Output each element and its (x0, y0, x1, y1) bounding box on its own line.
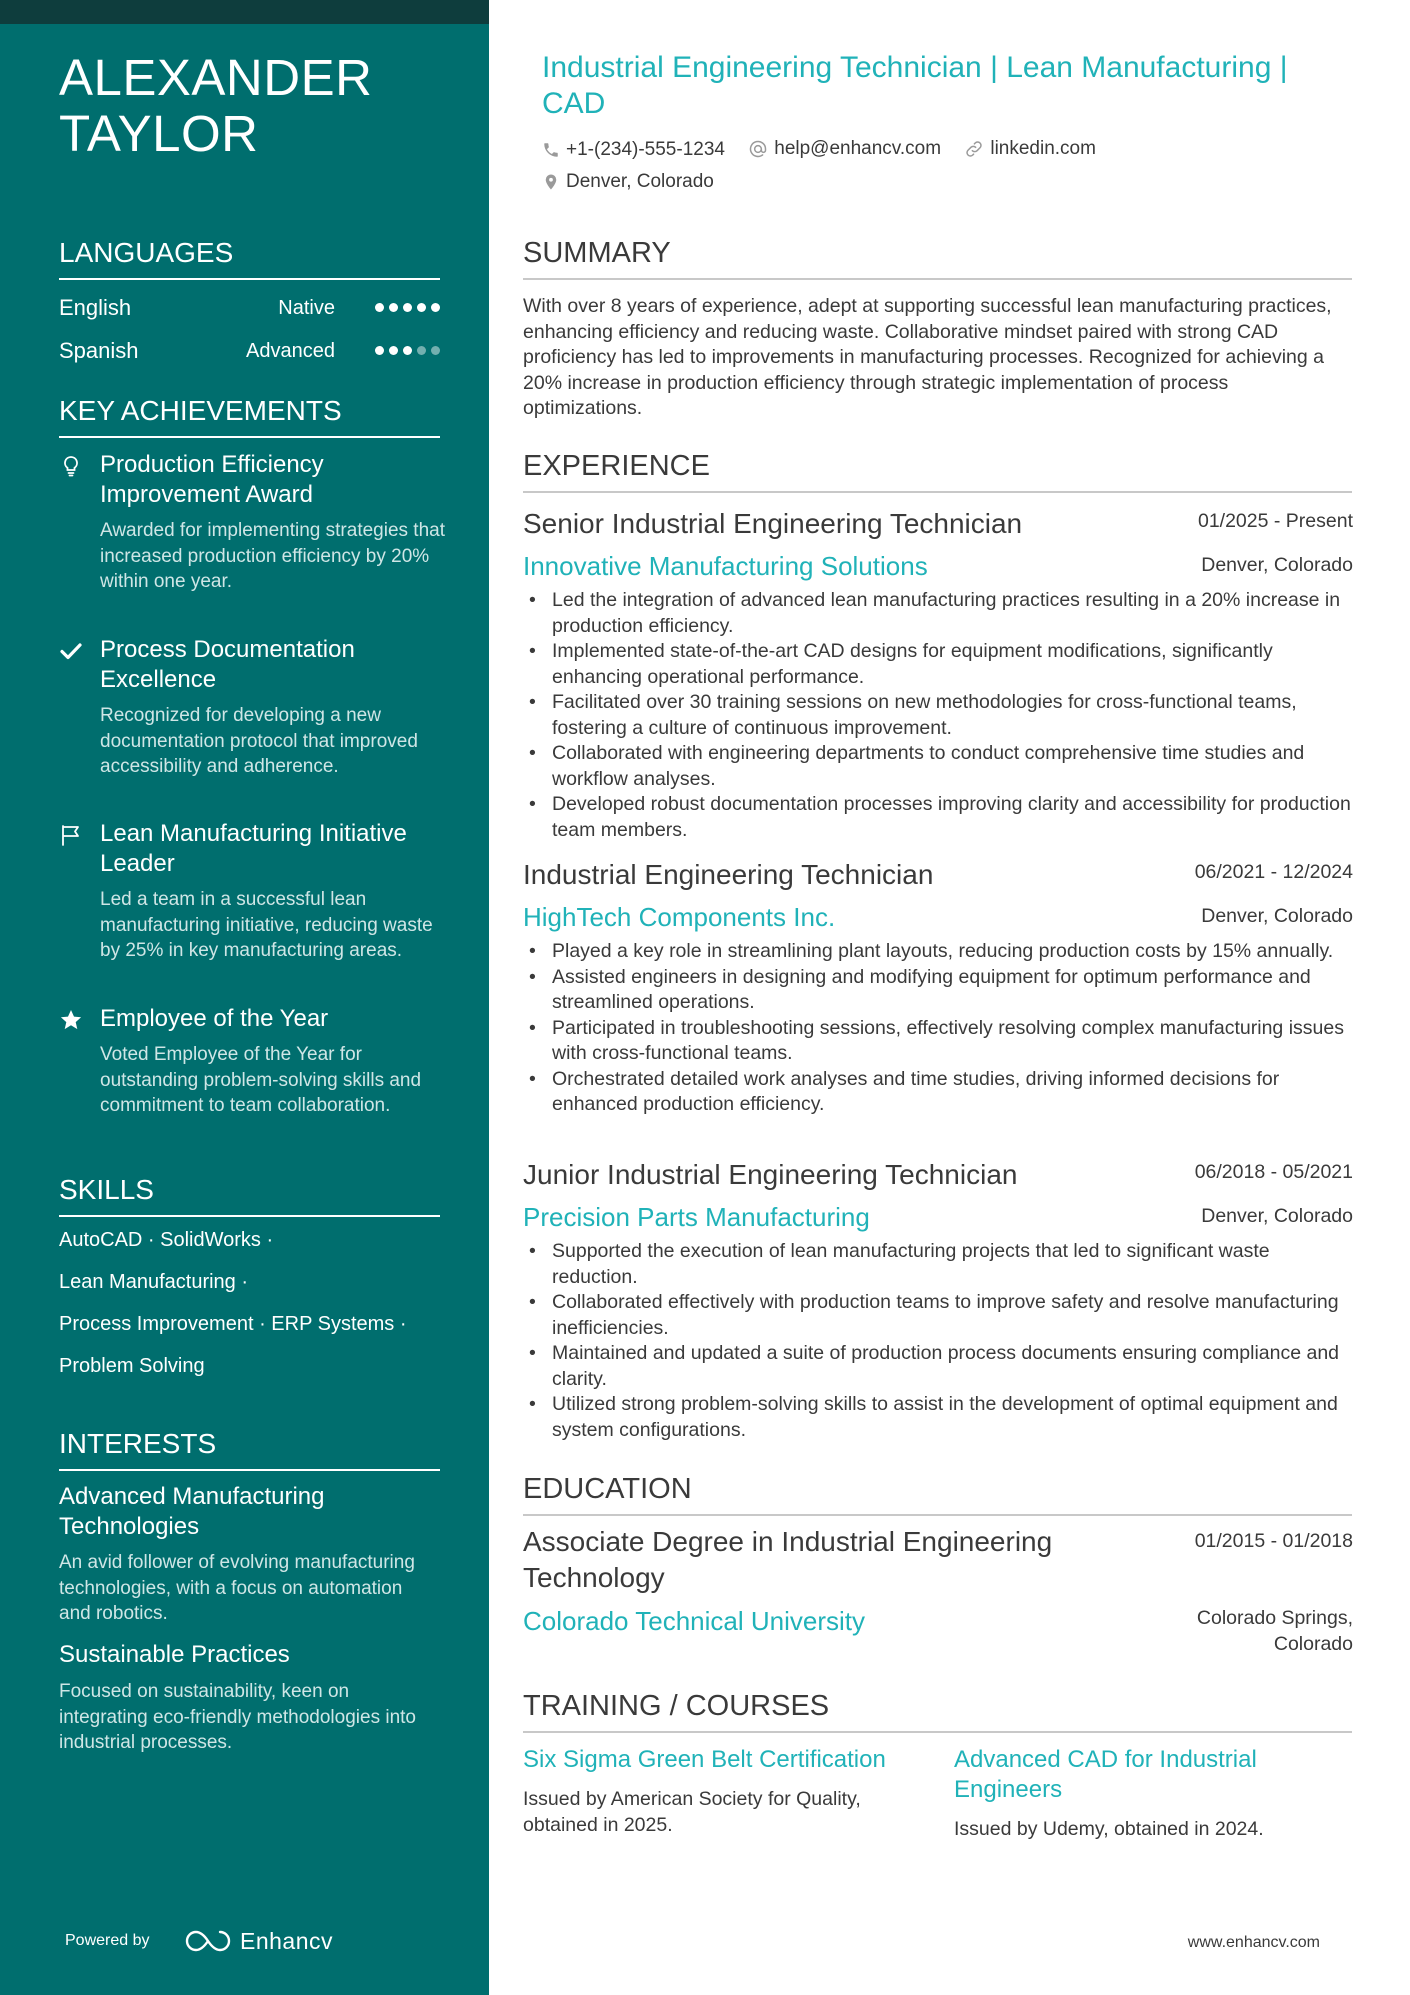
bullet-item: • Collaborated effectively with production teams to improve safety and resolve manufacturing inefficiencies. (523, 1290, 1352, 1341)
sidebar-top-bar (0, 0, 489, 24)
link-text: linkedin.com (990, 138, 1096, 159)
language-name: English (59, 295, 132, 320)
job-location: Denver, Colorado (1201, 905, 1353, 927)
language-row (59, 293, 440, 323)
achievement-title: Employee of the Year (100, 1005, 329, 1032)
bullet-item: • Utilized strong problem-solving skills to assist in the development of optimal equipment and system configurations. (523, 1392, 1352, 1443)
bullet-item: • Implemented state-of-the-art CAD designs for equipment modifications, significantly enhancing operational performance. (523, 639, 1352, 690)
rating-dot-empty (431, 346, 440, 355)
skills-list (59, 1225, 449, 1393)
email-text: help@enhancv.com (774, 138, 942, 159)
education-location: Colorado Springs, Colorado (1196, 1607, 1353, 1655)
achievement-title: Lean Manufacturing Initiative Leader (100, 820, 407, 877)
location-text: Denver, Colorado (566, 171, 714, 192)
footer-url[interactable]: www.enhancv.com (1187, 1934, 1320, 1951)
bullet-item: • Participated in troubleshooting sessions, effectively resolving complex manufacturing issues with cross-functional teams. (523, 1016, 1352, 1067)
interest-desc: Focused on sustainability, keen on integrating eco-friendly methodologies into industrial processes. (59, 1681, 416, 1753)
experience-heading: EXPERIENCE (523, 449, 1352, 493)
language-rating (375, 346, 440, 355)
job-location: Denver, Colorado (1201, 554, 1353, 576)
main-column (523, 0, 1353, 1995)
job-dates: 01/2025 - Present (1197, 510, 1353, 532)
rating-dot-filled (403, 303, 412, 312)
language-row (59, 336, 440, 366)
phone-text: +1-(234)-555-1234 (566, 139, 725, 160)
candidate-name: ALEXANDER TAYLOR (59, 49, 373, 162)
phone-icon (542, 141, 560, 159)
bullet-item: • Developed robust documentation processes improving clarity and accessibility for production team members. (523, 792, 1352, 843)
skill-line: Problem Solving (59, 1355, 205, 1377)
checkmark-icon (59, 639, 83, 663)
enhancv-logo-icon (184, 1928, 232, 1954)
job-dates: 06/2018 - 05/2021 (1194, 1161, 1353, 1183)
course-desc: Issued by American Society for Quality, obtained in 2025. (523, 1788, 861, 1836)
enhancv-logo[interactable] (184, 1926, 333, 1956)
language-rating (375, 303, 440, 312)
interest-title: Advanced Manufacturing Technologies (59, 1483, 325, 1540)
job-bullets (523, 939, 1352, 1118)
job-location: Denver, Colorado (1201, 1205, 1353, 1227)
flag-icon (59, 823, 83, 847)
achievement-desc: Awarded for implementing strategies that increased production efficiency by 20% within one year. (100, 520, 445, 592)
lightbulb-icon (59, 454, 83, 478)
job-company[interactable]: Innovative Manufacturing Solutions (523, 551, 928, 581)
rating-dot-filled (431, 303, 440, 312)
achievement-title: Process Documentation Excellence (100, 636, 355, 693)
summary-text: With over 8 years of experience, adept at supporting successful lean manufacturing practices, enhancing efficiency and reducing waste. Collaborative mindset paired with strong CAD proficiency has led to improvements in manufacturing processes. Recognized for achieving a 20% increase in production efficiency through strategic implementation of process optimizations. (523, 295, 1332, 419)
contact-link[interactable] (964, 136, 1096, 162)
education-degree: Associate Degree in Industrial Engineering Technology (523, 1526, 1053, 1593)
job-company[interactable]: HighTech Components Inc. (523, 902, 836, 932)
training-heading: TRAINING / COURSES (523, 1689, 1352, 1733)
bullet-item: • Led the integration of advanced lean manufacturing practices resulting in a 20% increase in production efficiency. (523, 588, 1352, 639)
sidebar (0, 0, 489, 1995)
course-title[interactable]: Six Sigma Green Belt Certification (523, 1746, 886, 1773)
job-title: Junior Industrial Engineering Technician (523, 1159, 1018, 1190)
contact-phone[interactable] (542, 137, 725, 163)
skill-line: AutoCAD · SolidWorks · (59, 1229, 274, 1251)
skill-line: Lean Manufacturing · (59, 1271, 249, 1293)
course-desc: Issued by Udemy, obtained in 2024. (954, 1818, 1264, 1840)
achievement-desc: Led a team in a successful lean manufacturing initiative, reducing waste by 25% in key manufacturing areas. (100, 889, 433, 961)
at-icon (748, 139, 768, 159)
language-level: Native (278, 297, 335, 319)
language-name: Spanish (59, 338, 139, 363)
skills-heading: SKILLS (59, 1173, 440, 1217)
rating-dot-filled (375, 303, 384, 312)
languages-heading: LANGUAGES (59, 236, 440, 280)
rating-dot-empty (417, 346, 426, 355)
link-icon (964, 139, 984, 159)
bullet-item: • Played a key role in streamlining plant layouts, reducing production costs by 15% annually. (523, 939, 1352, 965)
education-school[interactable]: Colorado Technical University (523, 1606, 866, 1636)
education-dates: 01/2015 - 01/2018 (1194, 1530, 1353, 1552)
bullet-item: • Supported the execution of lean manufacturing projects that led to significant waste reduction. (523, 1239, 1352, 1290)
course-item (523, 1745, 923, 1838)
bullet-item: • Assisted engineers in designing and modifying equipment for optimum performance and streamlined operations. (523, 965, 1352, 1016)
headline: Industrial Engineering Technician | Lean Manufacturing | CAD (542, 51, 1288, 120)
skill-line: Process Improvement · ERP Systems · (59, 1313, 407, 1335)
interests-heading: INTERESTS (59, 1427, 440, 1471)
job-dates: 06/2021 - 12/2024 (1194, 861, 1353, 883)
summary-heading: SUMMARY (523, 236, 1352, 280)
course-item (954, 1745, 1354, 1843)
interest-desc: An avid follower of evolving manufacturing technologies, with a focus on automation and robotics. (59, 1552, 415, 1624)
job-bullets (523, 1239, 1352, 1443)
education-heading: EDUCATION (523, 1472, 1352, 1516)
course-title[interactable]: Advanced CAD for Industrial Engineers (954, 1746, 1257, 1803)
bullet-item: • Maintained and updated a suite of production process documents ensuring compliance and clarity. (523, 1341, 1352, 1392)
rating-dot-filled (375, 346, 384, 355)
rating-dot-filled (389, 303, 398, 312)
contact-email[interactable] (748, 136, 941, 162)
rating-dot-filled (417, 303, 426, 312)
enhancv-brand-text: Enhancv (240, 1928, 334, 1954)
contact-location (542, 169, 714, 195)
language-level: Advanced (246, 340, 335, 362)
achievement-desc: Recognized for developing a new documentation protocol that improved accessibility and adherence. (100, 705, 418, 777)
achievement-title: Production Efficiency Improvement Award (100, 451, 324, 508)
rating-dot-filled (403, 346, 412, 355)
job-company[interactable]: Precision Parts Manufacturing (523, 1202, 870, 1232)
interest-title: Sustainable Practices (59, 1641, 290, 1668)
job-title: Industrial Engineering Technician (523, 859, 934, 890)
achievement-desc: Voted Employee of the Year for outstanding problem-solving skills and commitment to team collaboration. (100, 1044, 422, 1116)
job-title: Senior Industrial Engineering Technician (523, 508, 1023, 539)
bullet-item: • Facilitated over 30 training sessions on new methodologies for cross-functional teams, fostering a culture of continuous improvement. (523, 690, 1352, 741)
bullet-item: • Orchestrated detailed work analyses and time studies, driving informed decisions for enhanced production efficiency. (523, 1067, 1352, 1118)
contact-info (542, 136, 1342, 200)
star-icon (59, 1008, 83, 1032)
powered-by-label: Powered by (65, 1932, 150, 1949)
bullet-item: • Collaborated with engineering departments to conduct comprehensive time studies and workflow analyses. (523, 741, 1352, 792)
job-bullets (523, 588, 1352, 843)
rating-dot-filled (389, 346, 398, 355)
location-pin-icon (542, 172, 560, 192)
achievements-heading: KEY ACHIEVEMENTS (59, 394, 440, 438)
